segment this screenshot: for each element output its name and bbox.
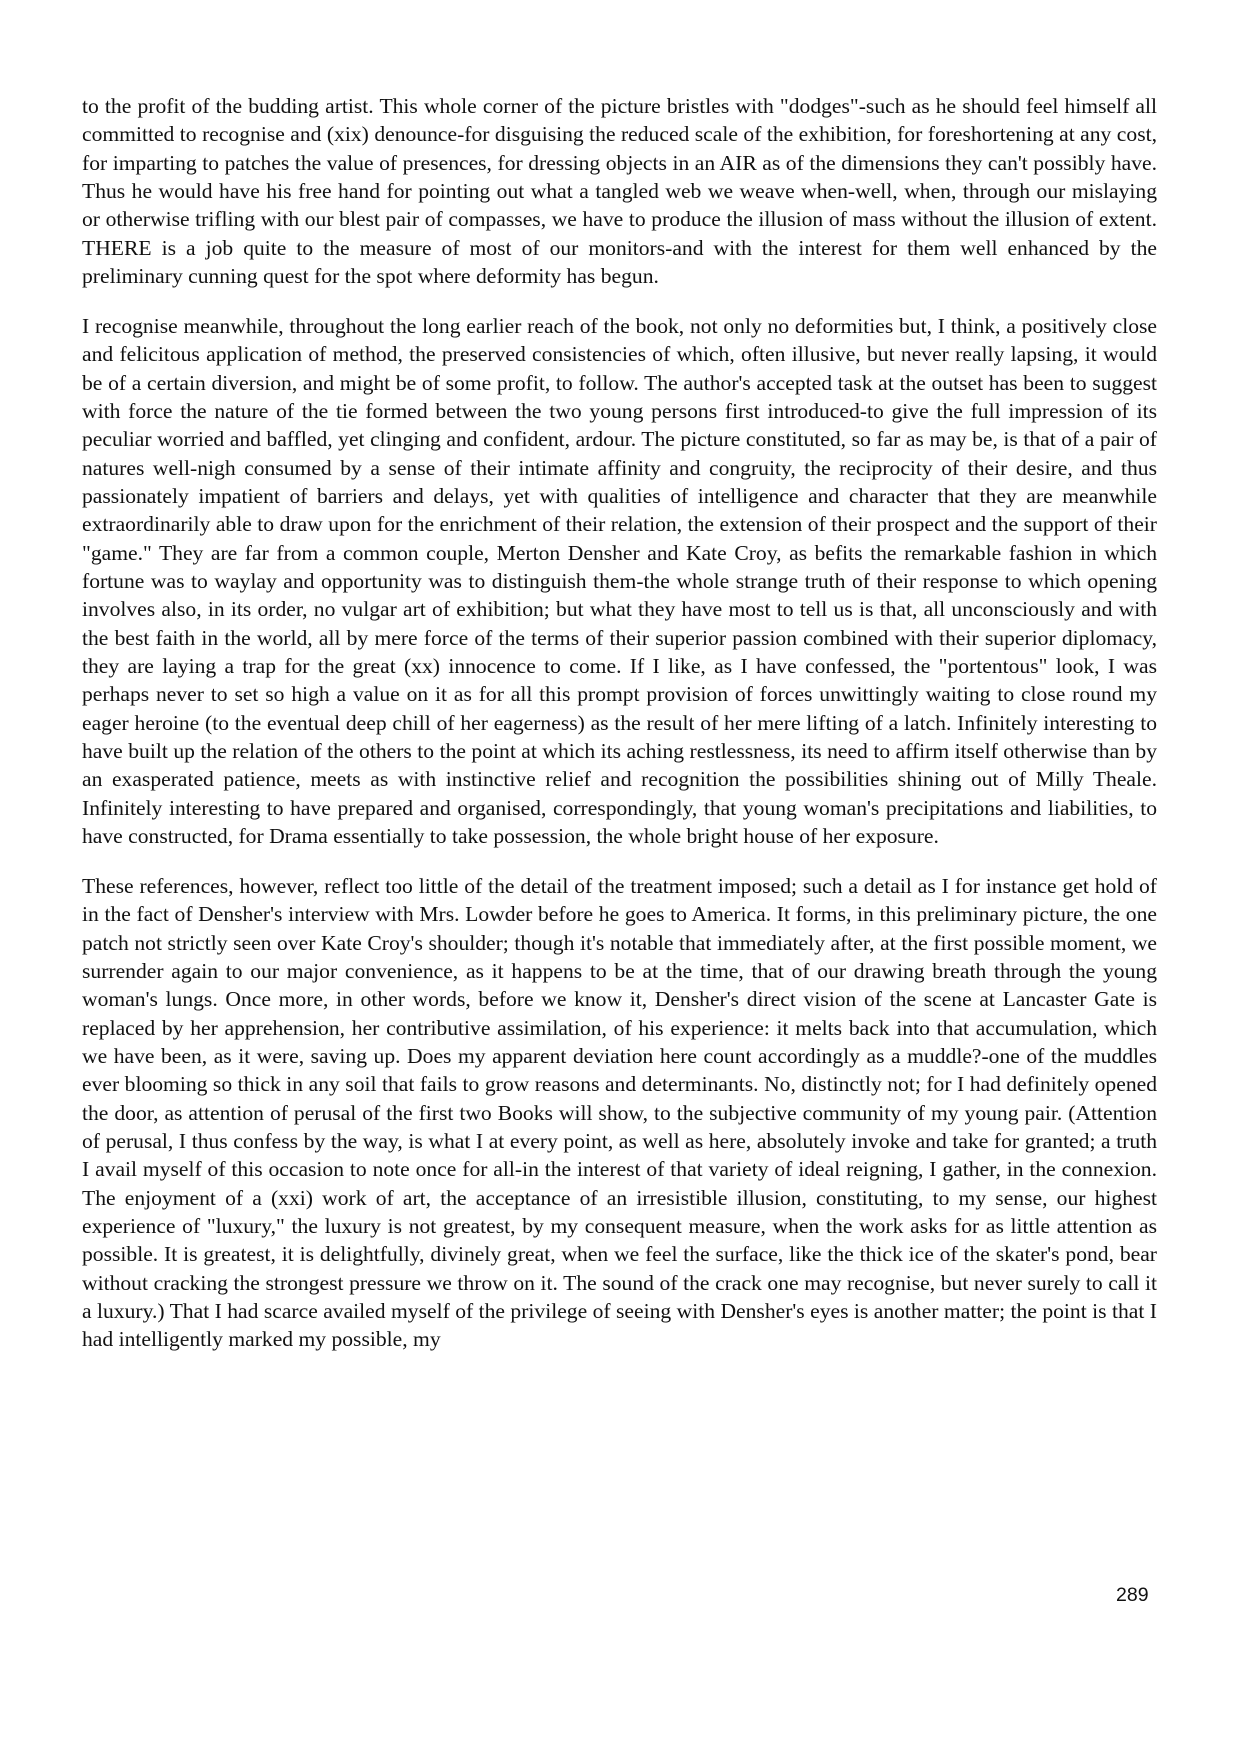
paragraph: I recognise meanwhile, throughout the long earlier reach of the book, not only no deformities but, I think, a positively close and felicitous application of method, the preserved consistencies of which, often illusive, but never really lapsing, it would be of a certain diversion, and might be of some profit, to follow. The author's accepted task at the outset has been to suggest with force the nature of the tie formed between the two young persons first introduced-to give the full impression of its peculiar worried and baffled, yet clinging and confident, ardour. The picture constituted, so far as may be, is that of a pair of natures well-nigh consumed by a sense of their intimate affinity and congruity, the reciprocity of their desire, and thus passionately impatient of barriers and delays, yet with qualities of intelligence and character that they are meanwhile extraordinarily able to draw upon for the enrichment of their relation, the extension of their prospect and the support of their "game." They are far from a common couple, Merton Densher and Kate Croy, as befits the remarkable fashion in which fortune was to waylay and opportunity was to distinguish them-the whole strange truth of their response to which opening involves also, in its order, no vulgar art of exhibition; but what they have most to tell us is that, all unconsciously and with the best faith in the world, all by mere force of the terms of their superior passion combined with their superior diplomacy, they are laying a trap for the great (xx) innocence to come. If I like, as I have confessed, the "portentous" look, I was perhaps never to set so high a value on it as for all this prompt provision of forces unwittingly waiting to close round my eager heroine (to the eventual deep chill of her eagerness) as the result of her mere lifting of a latch. Infinitely interesting to have built up the relation of the others to the point at which its aching restlessness, its need to affirm itself otherwise than by an exasperated patience, meets as with instinctive relief and recognition the possibilities shining out of Milly Theale. Infinitely interesting to have prepared and organised, correspondingly, that young woman's precipitations and liabilities, to have constructed, for Drama essentially to take possession, the whole bright house of her exposure. — [82, 313, 1157, 849]
body-text — [82, 92, 1157, 1375]
page-number: 289 — [1116, 1584, 1149, 1606]
paragraph: to the profit of the budding artist. This whole corner of the picture bristles with "dodges"-such as he should feel himself all committed to recognise and (xix) denounce-for disguising the reduced scale of the exhibition, for foreshortening at any cost, for imparting to patches the value of presences, for dressing objects in an AIR as of the dimensions they can't possibly have. Thus he would have his free hand for pointing out what a tangled web we weave when-well, when, through our mislaying or otherwise trifling with our blest pair of compasses, we have to produce the illusion of mass without the illusion of extent. THERE is a job quite to the measure of most of our monitors-and with the interest for them well enhanced by the preliminary cunning quest for the spot where deformity has begun. — [82, 94, 1157, 289]
paragraph: These references, however, reflect too little of the detail of the treatment imposed; such a detail as I for instance get hold of in the fact of Densher's interview with Mrs. Lowder before he goes to America. It forms, in this preliminary picture, the one patch not strictly seen over Kate Croy's shoulder; though it's notable that immediately after, at the first possible moment, we surrender again to our major convenience, as it happens to be at the time, that of our drawing breath through the young woman's lungs. Once more, in other words, before we know it, Densher's direct vision of the scene at Lancaster Gate is replaced by her apprehension, her contributive assimilation, of his experience: it melts back into that accumulation, which we have been, as it were, saving up. Does my apparent deviation here count accordingly as a muddle?-one of the muddles ever blooming so thick in any soil that fails to grow reasons and determinants. No, distinctly not; for I had definitely opened the door, as attention of perusal of the first two Books will show, to the subjective community of my young pair. (Attention of perusal, I thus confess by the way, is what I at every point, as well as here, absolutely invoke and take for granted; a truth I avail myself of this occasion to note once for all-in the interest of that variety of ideal reigning, I gather, in the connexion. The enjoyment of a (xxi) work of art, the acceptance of an irresistible illusion, constituting, to my sense, our highest experience of "luxury," the luxury is not greatest, by my consequent measure, when the work asks for as little attention as possible. It is greatest, it is delightfully, divinely great, when we feel the surface, like the thick ice of the skater's pond, bear without cracking the strongest pressure we throw on it. The sound of the crack one may recognise, but never surely to call it a luxury.) That I had scarce availed myself of the privilege of seeing with Densher's eyes is another matter; the point is that I had intelligently marked my possible, my — [82, 873, 1157, 1352]
